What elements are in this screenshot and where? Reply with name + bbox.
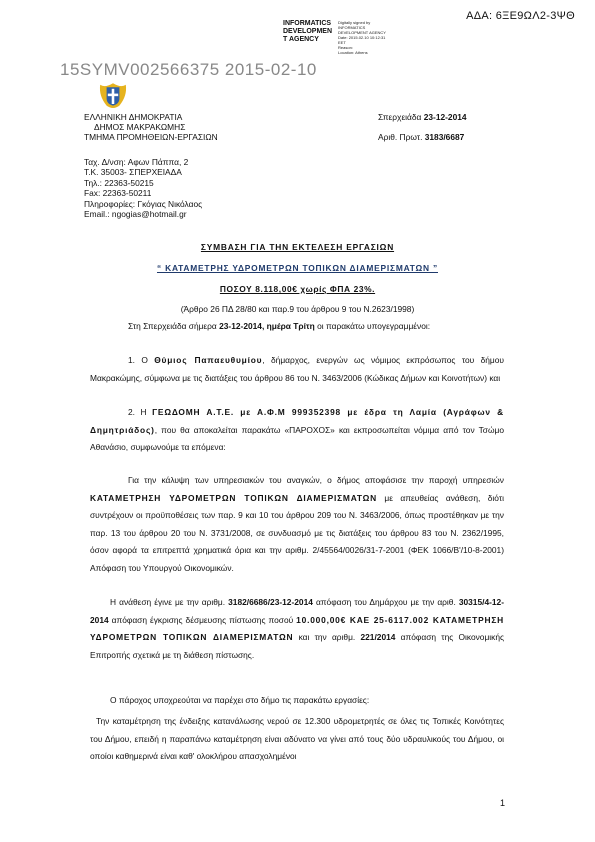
issuer-header: ΕΛΛΗΝΙΚΗ ΔΗΜΟΚΡΑΤΙΑ ΔΗΜΟΣ ΜΑΚΡΑΚΩΜΗΣ ΤΜΗΜΑ ΠΡΟΜΗΘΕΙΩΝ-ΕΡΓΑΣΙΩΝ <box>84 112 218 142</box>
email-line: Email.: ngogias@hotmail.gr <box>84 209 187 220</box>
stamp-details: Digitally signed by INFORMATICS DEVELOPMENT AGENCY Date: 2015.02.10 10:12:31 EET Reason: Location: Athens <box>338 20 386 55</box>
contact-block: Ταχ. Δ/νση: Αφων Πάππα, 2 Τ.Κ. 35003- ΣΠΕΡΧΕΙΑΔΑ Τηλ.: 22363-50215 Fax: 22363-50211 Πληροφορίες: Γκόγιας Νικόλαος Email.: ngogias@hotmail.gr <box>84 157 203 220</box>
stamp-title: INFORMATICS DEVELOPMEN T AGENCY <box>283 20 333 43</box>
party-one-paragraph: 1. Ο Θύμιος Παπαευθυμίου, δήμαρχος, ενεργών ως νόμιμος εκπρόσωπος του δήμου Μακρακώμης, σύμφωνα με τις διατάξεις του άρθρου 86 του Ν. 3463/2006 (Κώδικας Δήμων και Κοινοτήτων) και <box>90 355 504 383</box>
legal-reference: (Άρθρο 26 ΠΔ 28/80 και παρ.9 του άρθρου 9 του Ν.2623/1998) <box>180 304 415 314</box>
protocol-number: Αριθ. Πρωτ. 3183/6687 <box>378 132 465 142</box>
contract-subject: “ ΚΑΤΑΜΕΤΡΗΣ ΥΔΡΟΜΕΤΡΩΝ ΤΟΠΙΚΩΝ ΔΙΑΜΕΡΙΣΜΑΤΩΝ ” <box>156 263 438 273</box>
services-paragraph: Για την κάλυψη των υπηρεσιακών του αναγκών, ο δήμος αποφάσισε την παροχή υπηρεσιών ΚΑΤΑΜΕΤΡΗΣΗ ΥΔΡΟΜΕΤΡΩΝ ΤΟΠΙΚΩΝ ΔΙΑΜΕΡΙΣΜΑΤΩΝ με απευθείας ανάθεση, διότι συντρέχουν οι προϋποθέσεις των παρ. 9 και 10 του άρθρου 209 του Ν. 3463/2006, όπως προστέθηκαν με την παρ. 13 του άρθρου 20 του Ν. 3731/2008, σε συνδυασμό με τις διατάξεις του άρθρου 83 του Ν. 2362/1995, όσον αφορά τα επιτρεπτά χρηματικά όρια και την αριθμ. 2/45564/0026/31-7-2001 (ΦΕΚ 1066/Β'/10-8-2001) Απόφαση του Υπουργού Οικονομικών. <box>90 475 504 573</box>
obligations-detail: Την καταμέτρηση της ένδειξης κατανάλωσης νερού σε 12.300 υδρομετρητές σε όλες τις Τοπικές Κοινότητες του Δήμου, επειδή η παραπάνω καταμέτρηση είναι αδύνατο να γίνει από τους δύο υδραυλικούς του Δήμου, οι οποίοι καθημερινά είναι καθ' ολοκλήρου απασχολημένοι <box>90 716 504 761</box>
page-number: 1 <box>499 798 505 808</box>
place-date: Σπερχειάδα 23-12-2014 <box>378 112 467 122</box>
document-title: ΣΥΜΒΑΣΗ ΓΙΑ ΤΗΝ ΕΚΤΕΛΕΣΗ ΕΡΓΑΣΙΩΝ <box>200 242 395 252</box>
digital-signature-stamp <box>283 20 386 55</box>
obligations-intro: Ο πάροχος υποχρεούται να παρέχει στο δήμο τις παρακάτω εργασίες: <box>110 695 370 705</box>
assignment-paragraph: Η ανάθεση έγινε με την αριθμ. 3182/6686/23-12-2014 απόφαση του Δημάρχου με την αριθ. 30315/4-12-2014 απόφαση έγκρισης δέσμευσης πίστωσης ποσού 10.000,00€ ΚΑΕ 25-6117.002 ΚΑΤΑΜΕΤΡΗΣΗ ΥΔΡΟΜΕΤΡΩΝ ΤΟΠΙΚΩΝ ΔΙΑΜΕΡΙΣΜΑΤΩΝ και την αριθμ. 221/2014 απόφαση της Οικονομικής Επιτροπής σχετικά με τη διάθεση πίστωσης. <box>90 597 505 660</box>
ada-code: ΑΔΑ: 6ΞΕ9ΩΛ2-3ΨΘ <box>466 10 575 22</box>
document-id-watermark: 15SYMV002566375 2015-02-10 <box>60 60 317 79</box>
date-protocol-header <box>378 112 467 142</box>
greek-coat-of-arms-icon <box>97 80 129 112</box>
party-two-paragraph: 2. Η ΓΕΩΔΟΜΗ Α.Τ.Ε. με Α.Φ.Μ 999352398 με έδρα τη Λαμία (Αγράφων & Δημητριάδος), που θα αποκαλείται παρακάτω «ΠΑΡΟΧΟΣ» και εκπροσωπείται νόμιμα από τον Τσώμο Αθανάσιο, συμφωνούμε τα επόμενα: <box>90 407 504 452</box>
contract-amount: ΠΟΣΟΥ 8.118,00€ χωρίς ΦΠΑ 23%. <box>219 284 376 294</box>
opening-paragraph: Στη Σπερχειάδα σήμερα 23-12-2014, ημέρα Τρίτη οι παρακάτω υπογεγραμμένοι: <box>128 321 431 331</box>
